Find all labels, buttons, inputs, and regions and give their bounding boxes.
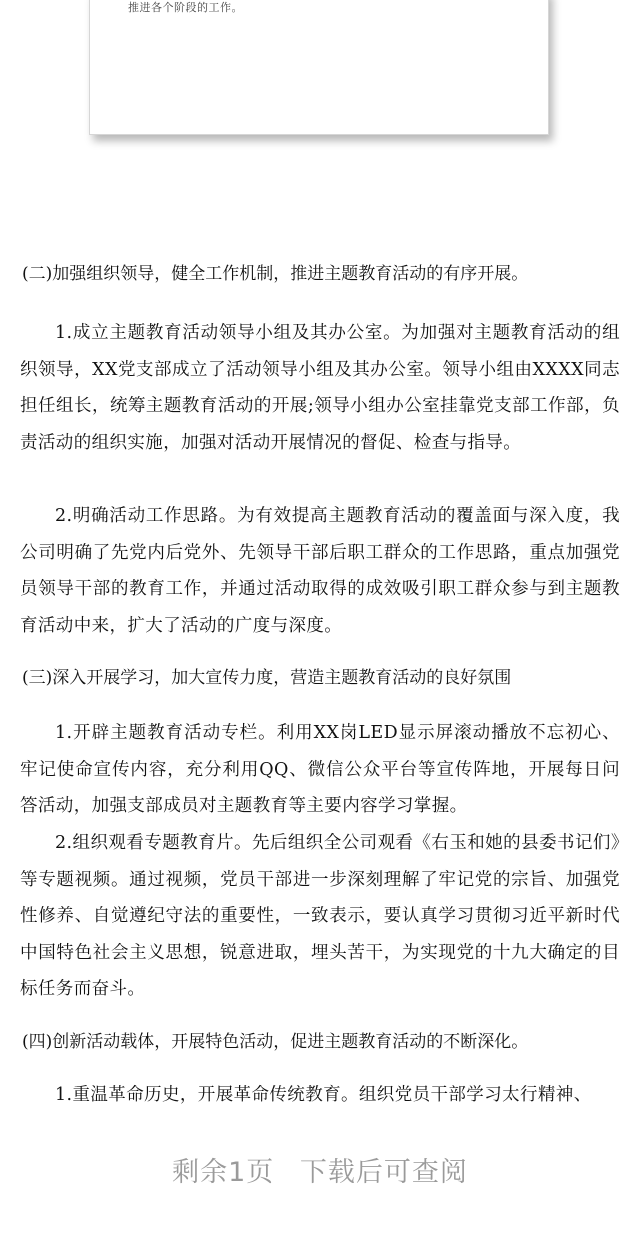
section-2-paragraph-2: 2.明确活动工作思路。为有效提高主题教育活动的覆盖面与深入度，我公司明确了先党内后党外、先领导干部后职工群众的工作思路，重点加强党员领导干部的教育工作，并通过活动取得的成效吸引职工群众参与到主题教育活动中来，扩大了活动的广度与深度。 (20, 506, 620, 636)
preview-card-text: 推进各个阶段的工作。 (128, 1, 243, 14)
preview-page-card (89, 0, 549, 135)
section-3-paragraph-1: 1.开辟主题教育活动专栏。利用XX岗LED显示屏滚动播放不忘初心、牢记使命宣传内容，充分利用QQ、微信公众平台等宣传阵地，开展每日问答活动，加强支部成员对主题教育等主要内容学习掌握。 (20, 723, 620, 816)
section-heading-2: (二)加强组织领导，健全工作机制，推进主题教育活动的有序开展。 (22, 264, 529, 284)
download-to-view-label: 下载后可查阅 (299, 1157, 468, 1188)
remaining-pages-label: 剩余1页 (172, 1157, 275, 1188)
section-heading-4: (四)创新活动载体，开展特色活动，促进主题教育活动的不断深化。 (22, 1032, 529, 1052)
section-4-paragraph-1: 1.重温革命历史，开展革命传统教育。组织党员干部学习太行精神、 (55, 1085, 592, 1105)
section-heading-3: (三)深入开展学习，加大宣传力度，营造主题教育活动的良好氛围 (22, 668, 512, 688)
section-2-paragraph-1: 1.成立主题教育活动领导小组及其办公室。为加强对主题教育活动的组织领导，XX党支部成立了活动领导小组及其办公室。领导小组由XXXX同志担任组长，统筹主题教育活动的开展;领导小组办公室挂靠党支部工作部，负责活动的组织实施，加强对活动开展情况的督促、检查与指导。 (20, 323, 620, 453)
section-3-paragraph-2: 2.组织观看专题教育片。先后组织全公司观看《右玉和她的县委书记们》等专题视频。通过视频，党员干部进一步深刻理解了牢记党的宗旨、加强党性修养、自觉遵纪守法的重要性，一致表示，要认真学习贯彻习近平新时代中国特色社会主义思想，锐意进取，埋头苦干，为实现党的十九大确定的目标任务而奋斗。 (20, 833, 620, 999)
download-to-read-more-link[interactable] (0, 1150, 640, 1189)
